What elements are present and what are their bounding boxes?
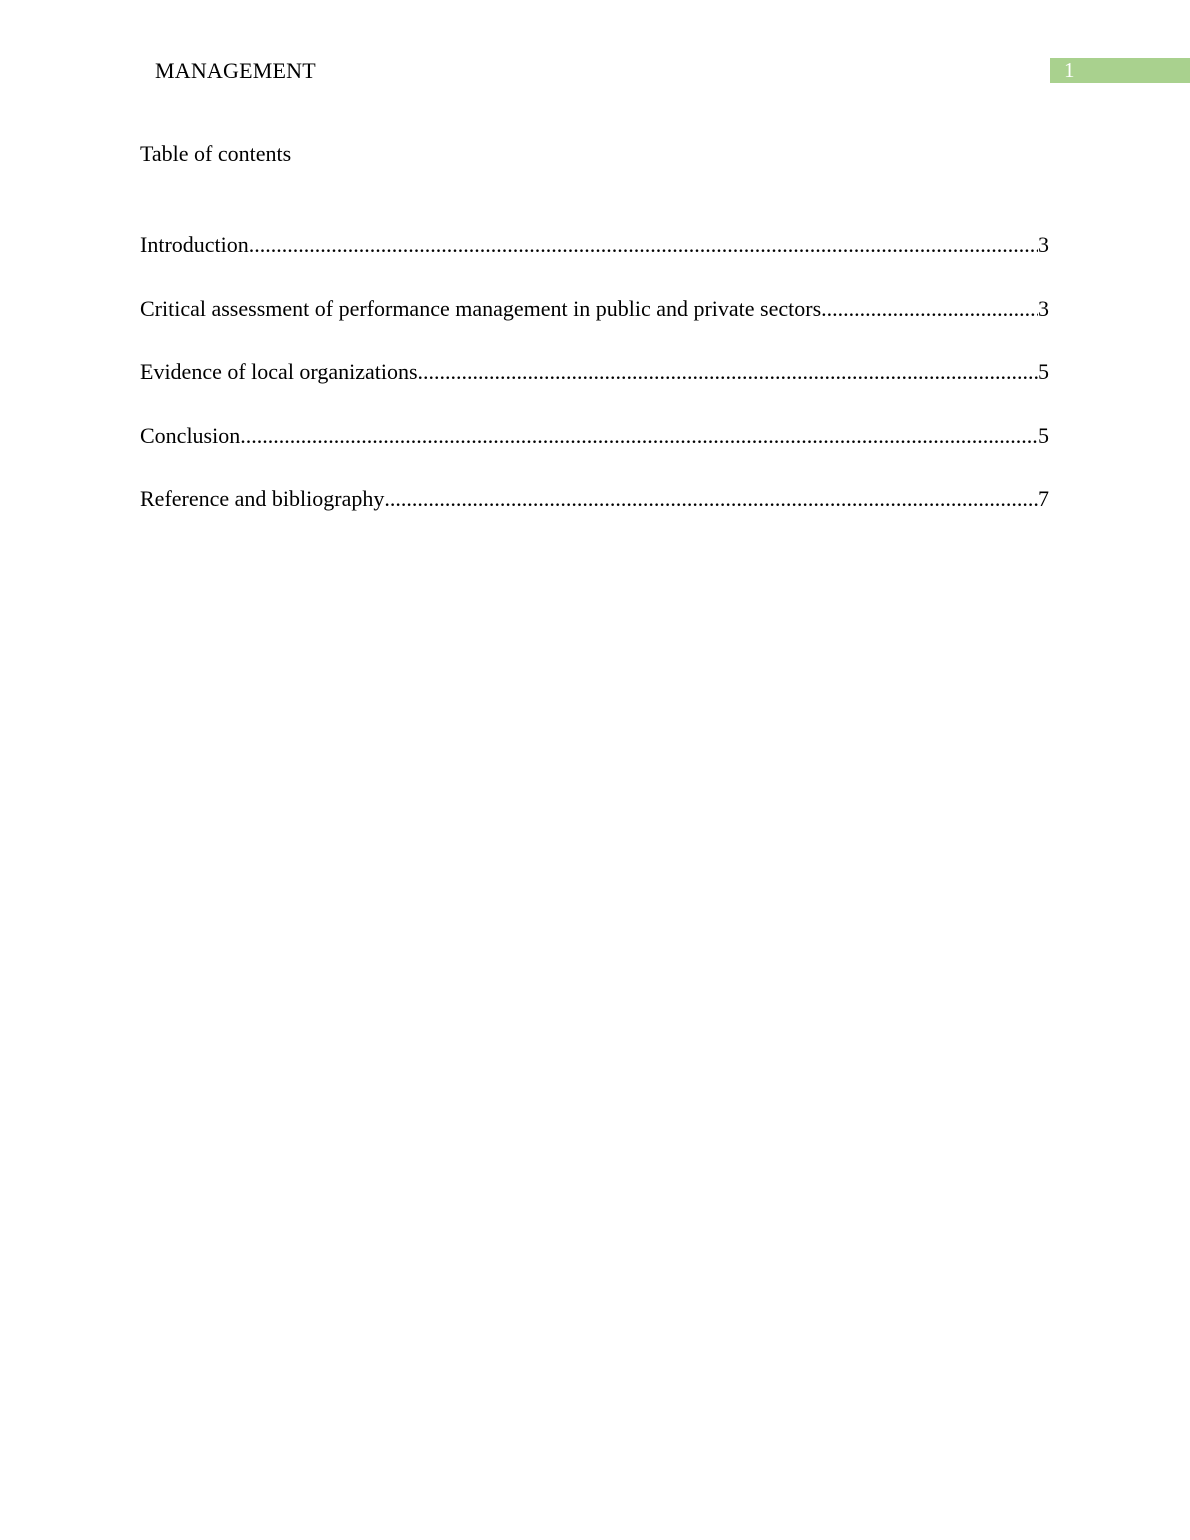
toc-entry-page: 5 [1038,359,1049,384]
toc-entry-evidence[interactable] [140,358,1049,422]
page-number-badge [1050,58,1190,83]
toc-dot-leader [418,358,1038,386]
toc-entry-page: 3 [1038,295,1049,321]
toc-entry-label: Introduction [140,232,249,257]
toc-entry-page: 3 [1038,232,1049,257]
toc-entry-conclusion[interactable] [140,422,1049,486]
toc-entry-introduction[interactable] [140,231,1049,295]
toc-heading: Table of contents [140,141,292,166]
toc-dot-leader [240,422,1038,450]
toc-dot-leader [249,231,1038,259]
running-header-title: MANAGEMENT [155,58,316,83]
toc-entry-page: 7 [1038,486,1049,511]
table-of-contents [140,231,1049,549]
page-number: 1 [1064,58,1075,82]
toc-entry-critical-assessment[interactable] [140,295,1049,359]
toc-dot-leader [384,485,1038,513]
toc-entry-page: 5 [1038,422,1049,448]
toc-entry-label: Reference and bibliography [140,486,385,511]
toc-entry-references[interactable] [140,485,1049,549]
toc-entry-label: Critical assessment of performance management in public and private sectors [140,295,822,321]
toc-dot-leader [821,295,1038,323]
toc-entry-label: Conclusion [140,422,241,448]
toc-entry-label: Evidence of local organizations [140,359,418,384]
